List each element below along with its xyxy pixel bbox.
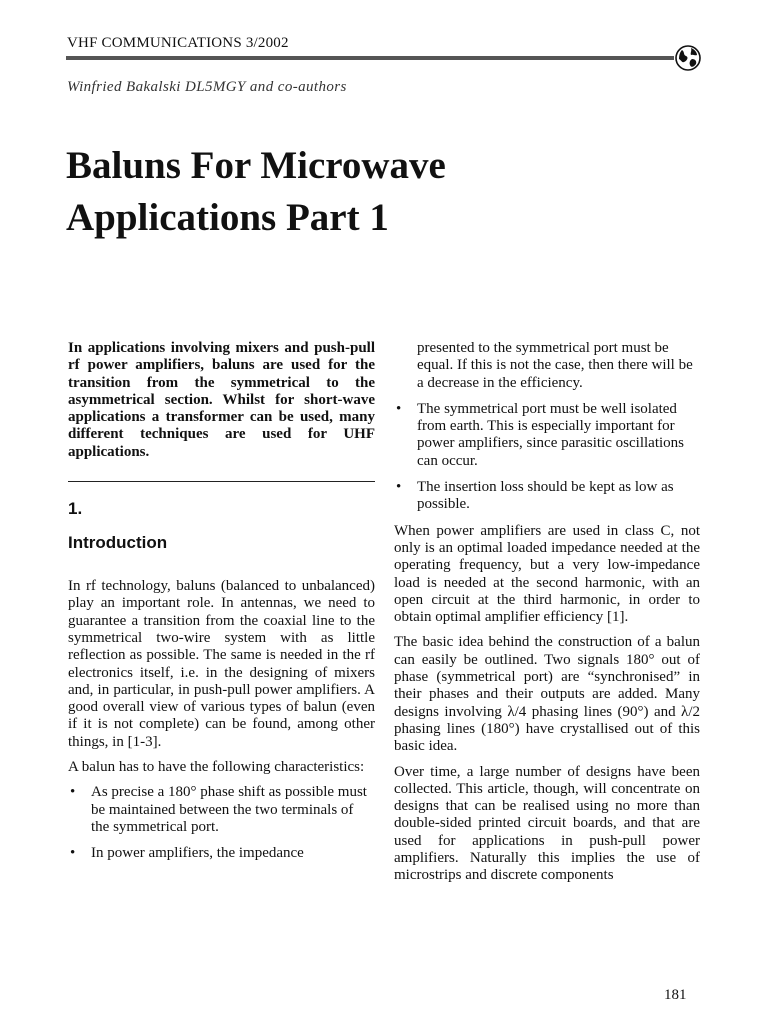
list-item-text: In power amplifiers, the impedance	[91, 845, 304, 862]
body-paragraph: Over time, a large number of designs have been collected. This article, though, will concentrate on designs that can be realised using no more than double-sided printed circuit boards, and that are used for applications in push-pull power amplifiers. Naturally this implies the use of microstrips and discrete components	[394, 763, 700, 884]
body-paragraph: When power amplifiers are used in class C, not only is an optimal loaded impedance needed at the operating frequency, but a very low-impedance load is needed at the second harmonic, with an open circuit at the third harmonic, in order to obtain optimal amplifier efficiency [1].	[394, 522, 700, 626]
list-item-text: The insertion loss should be kept as low as possible.	[417, 479, 674, 513]
globe-icon	[674, 44, 702, 72]
header-rule	[66, 56, 674, 60]
bullet-icon: •	[396, 400, 402, 417]
bullet-icon: •	[70, 784, 76, 801]
list-item-text: As precise a 180° phase shift as possible must be maintained between the two terminals of the symmetrical port.	[91, 784, 367, 835]
abstract-divider	[68, 481, 375, 482]
journal-header: VHF COMMUNICATIONS 3/2002	[67, 35, 289, 51]
section-title: Introduction	[68, 533, 168, 553]
title-line-1: Baluns For Microwave	[66, 144, 446, 187]
body-paragraph: The basic idea behind the construction of a balun can easily be outlined. Two signals 180° out of phase (symmetrical port) are “synchronised” in their phases and their outputs are added. Many designs involving λ/4 phasing lines (90°) and λ/2 phasing lines (180°) have crystallised out of this basic idea.	[394, 634, 700, 755]
list-item-continuation: presented to the symmetrical port must be equal. If this is not the case, then there will be a decrease in the efficiency.	[417, 340, 693, 391]
list-item	[68, 845, 375, 862]
bullet-icon: •	[70, 845, 76, 862]
list-item	[68, 784, 375, 836]
section-number: 1.	[68, 499, 83, 519]
bullet-icon: •	[396, 479, 402, 496]
page-number: 181	[664, 987, 687, 1003]
list-item-text: The symmetrical port must be well isolated from earth. This is especially important for power amplifiers, since parasitic oscillations can occur.	[417, 400, 685, 469]
body-paragraph: In rf technology, baluns (balanced to unbalanced) play an important role. In antennas, we need to guarantee a transition from the coaxial line to the symmetrical two-wire system with as little reflection as possible. The same is needed in the rf electronics itself, i.e. in the designing of mixers and, in particular, in push-pull power amplifiers. A good overall view of various types of balun (even if it is not complete) can be found, among other things, in [1-3].	[68, 578, 375, 750]
article-title	[66, 140, 686, 244]
left-column	[68, 340, 375, 872]
list-item	[394, 401, 700, 470]
author-line: Winfried Bakalski DL5MGY and co-authors	[67, 79, 347, 95]
body-paragraph: A balun has to have the following characteristics:	[68, 759, 365, 776]
right-column	[394, 340, 700, 893]
abstract: In applications involving mixers and push-pull rf power amplifiers, baluns are used for the transition from the symmetrical to the asymmetrical section. Whilst for short-wave applications a transformer can be used, many different techniques are used for UHF applications.	[68, 340, 375, 460]
title-line-2: Applications Part 1	[66, 196, 389, 239]
list-item	[394, 479, 700, 514]
